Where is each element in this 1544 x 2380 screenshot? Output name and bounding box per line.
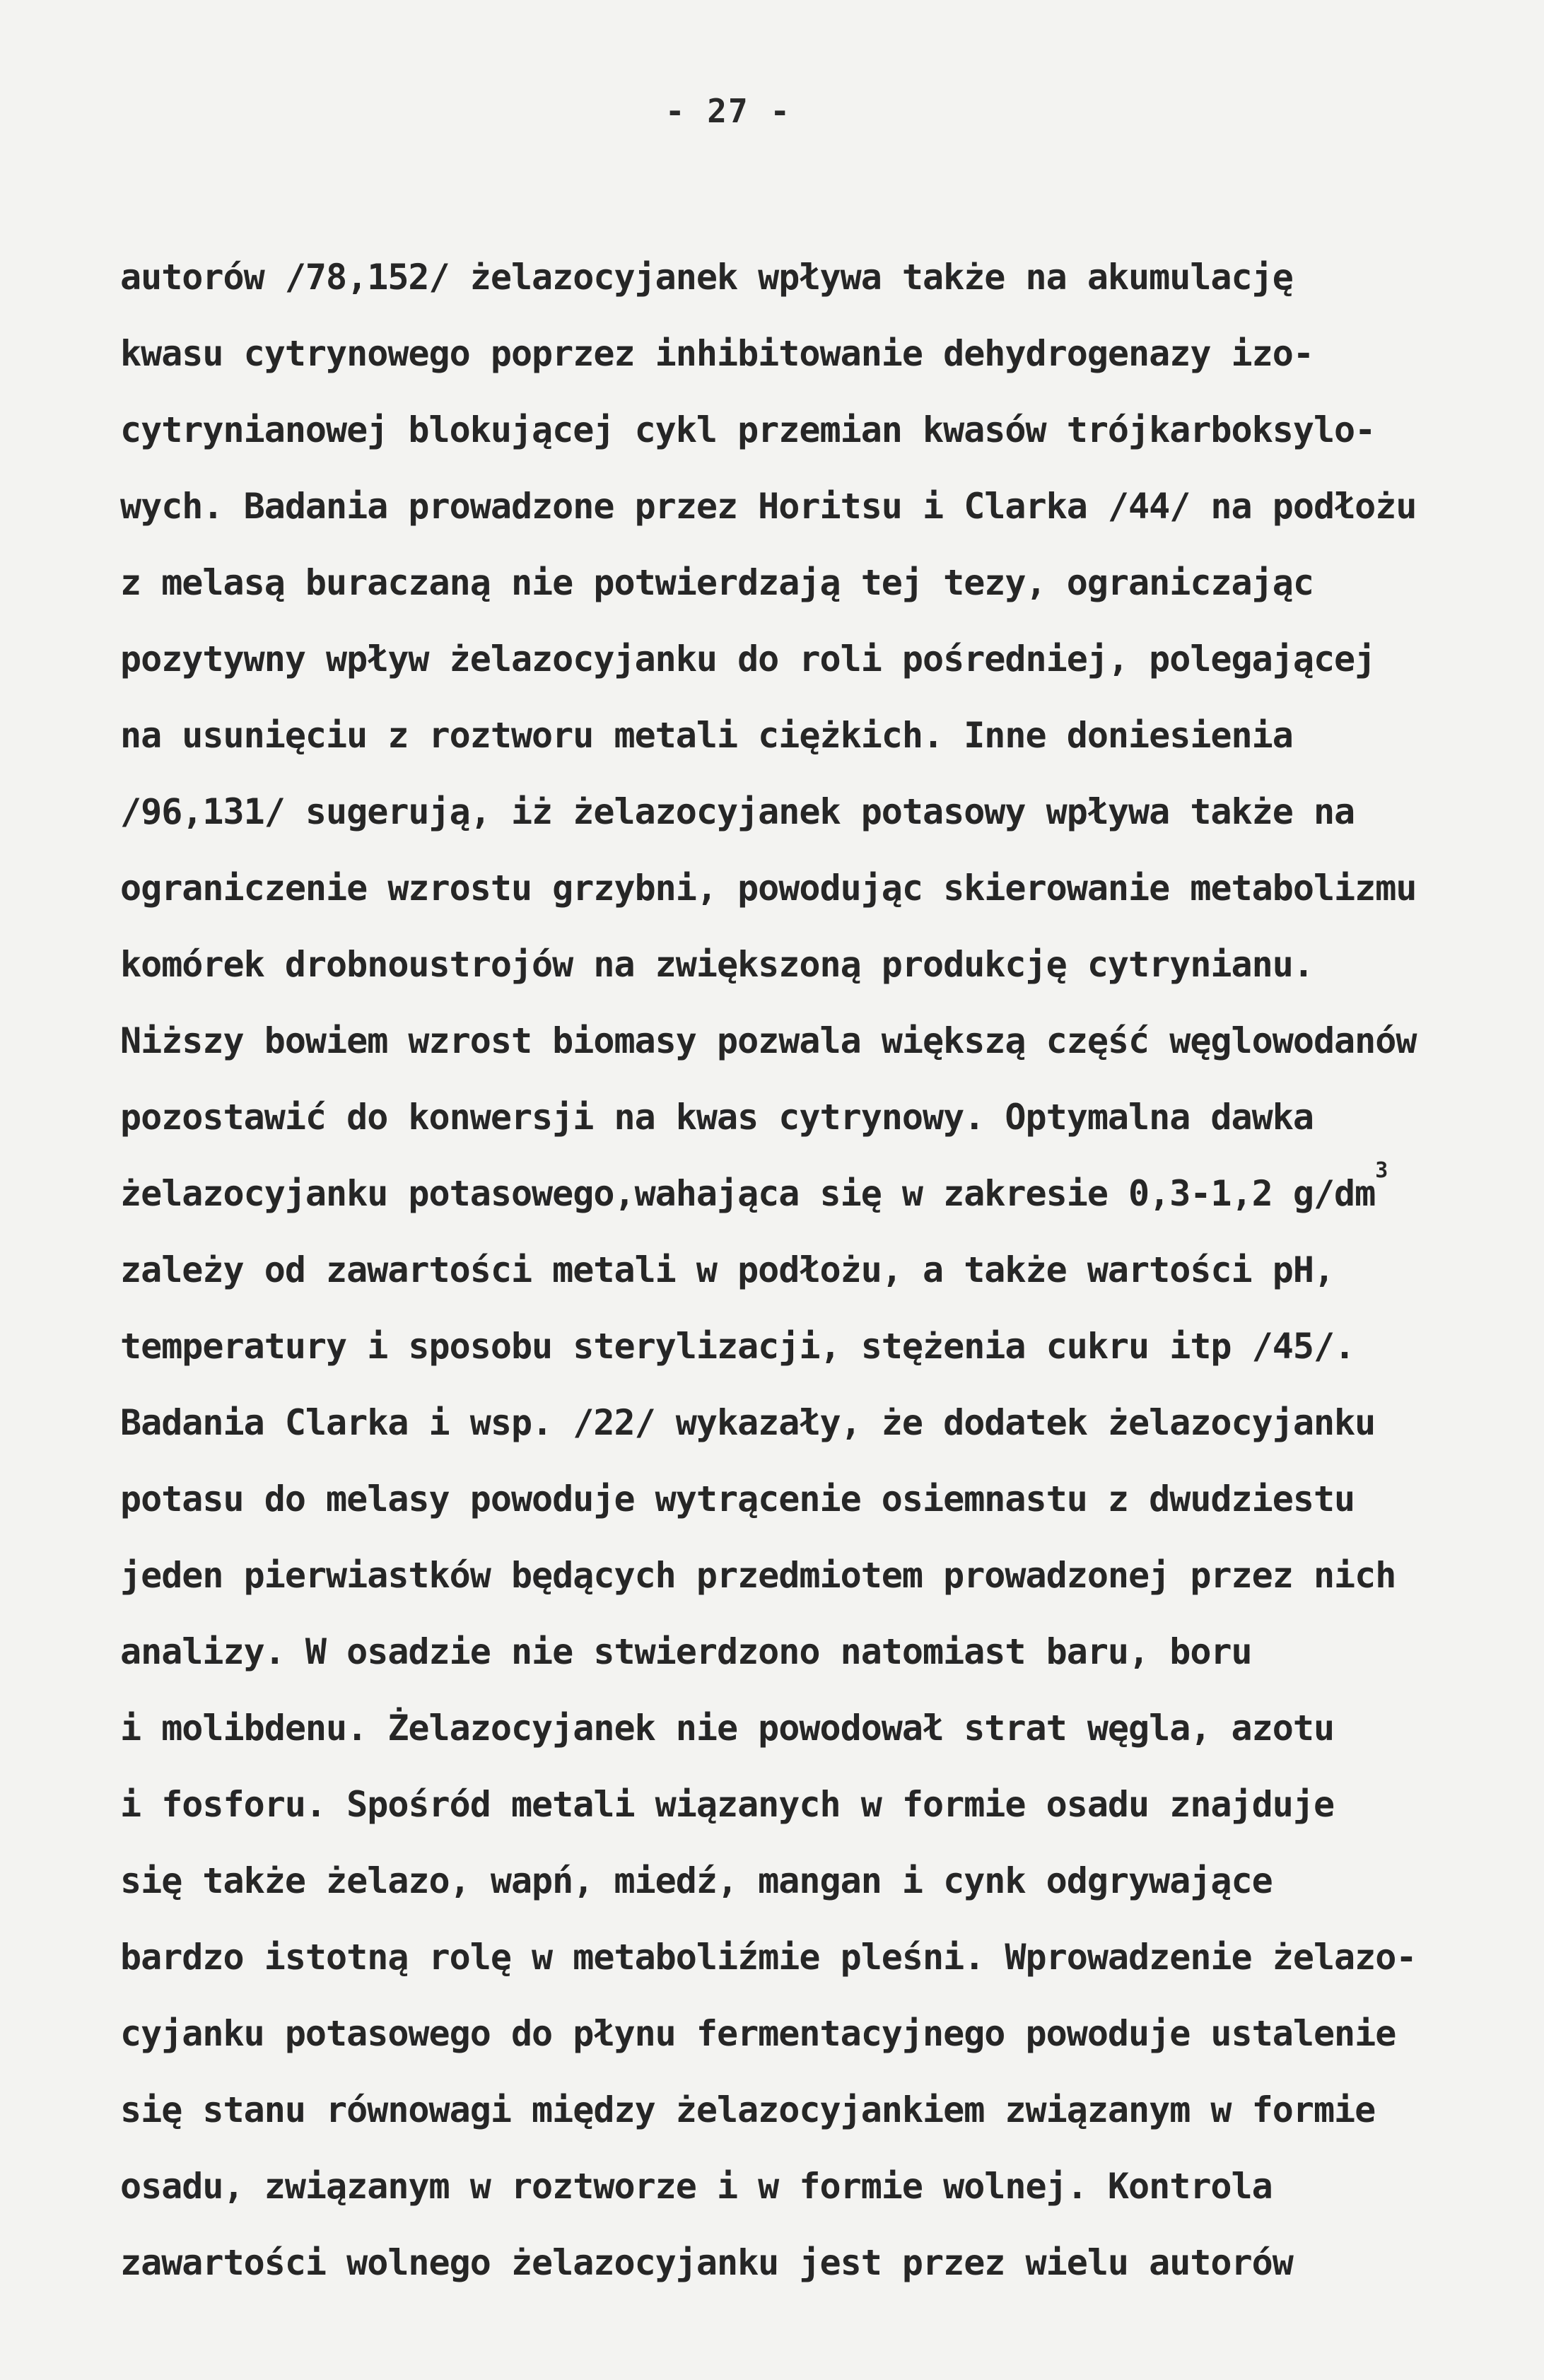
- text-line: cyjanku potasowego do płynu fermentacyjnego powoduje ustalenie: [120, 2013, 1396, 2054]
- text-line: pozostawić do konwersji na kwas cytrynowy. Optymalna dawka: [120, 1097, 1314, 1138]
- superscript: 3: [1375, 1158, 1388, 1183]
- text-line: potasu do melasy powoduje wytrącenie osiemnastu z dwudziestu: [120, 1478, 1355, 1519]
- text-line: jeden pierwiastków będących przedmiotem prowadzonej przez nich: [120, 1555, 1396, 1596]
- text-line: zawartości wolnego żelazocyjanku jest przez wielu autorów: [120, 2242, 1293, 2283]
- text-line: się także żelazo, wapń, miedź, mangan i cynk odgrywające: [120, 1860, 1273, 1901]
- text-line: Niższy bowiem wzrost biomasy pozwala większą część węglowodanów: [120, 1020, 1417, 1061]
- text-line: komórek drobnoustrojów na zwiększoną produkcję cytrynianu.: [120, 944, 1314, 985]
- text-line: i fosforu. Spośród metali wiązanych w formie osadu znajduje: [120, 1784, 1335, 1825]
- text-line: pozytywny wpływ żelazocyjanku do roli pośredniej, polegającej: [120, 638, 1376, 679]
- text-line: się stanu równowagi między żelazocyjankiem związanym w formie: [120, 2089, 1376, 2130]
- text-line: ograniczenie wzrostu grzybni, powodując skierowanie metabolizmu: [120, 868, 1417, 909]
- text-line: Badania Clarka i wsp. /22/ wykazały, że dodatek żelazocyjanku: [120, 1402, 1376, 1443]
- text-line: temperatury i sposobu sterylizacji, stężenia cukru itp /45/.: [120, 1326, 1355, 1367]
- text-line: kwasu cytrynowego poprzez inhibitowanie dehydrogenazy izo-: [120, 333, 1314, 374]
- text-line-with-superscript: [120, 1155, 1506, 1232]
- text-line: /96,131/ sugerują, iż żelazocyjanek potasowy wpływa także na: [120, 791, 1355, 832]
- text-line: zależy od zawartości metali w podłożu, a także wartości pH,: [120, 1249, 1335, 1290]
- text-line: osadu, związanym w roztworze i w formie wolnej. Kontrola: [120, 2166, 1273, 2207]
- text-line: na usunięciu z roztworu metali ciężkich. Inne doniesienia: [120, 715, 1293, 756]
- text-line: cytrynianowej blokującej cykl przemian kwasów trójkarboksylo-: [120, 409, 1376, 450]
- text-line: analizy. W osadzie nie stwierdzono natomiast baru, boru: [120, 1631, 1252, 1672]
- body-text: [120, 239, 1506, 2301]
- page-number: - 27 -: [665, 92, 792, 130]
- text-line-main: żelazocyjanku potasowego,wahająca się w zakresie 0,3-1,2 g/dm: [120, 1173, 1376, 1214]
- text-line: i molibdenu. Żelazocyjanek nie powodował strat węgla, azotu: [120, 1708, 1335, 1749]
- text-line: autorów /78,152/ żelazocyjanek wpływa także na akumulację: [120, 257, 1293, 298]
- text-line: z melasą buraczaną nie potwierdzają tej tezy, ograniczając: [120, 562, 1314, 603]
- text-line: wych. Badania prowadzone przez Horitsu i Clarka /44/ na podłożu: [120, 486, 1417, 527]
- text-line: bardzo istotną rolę w metaboliźmie pleśni. Wprowadzenie żelazo-: [120, 1937, 1417, 1978]
